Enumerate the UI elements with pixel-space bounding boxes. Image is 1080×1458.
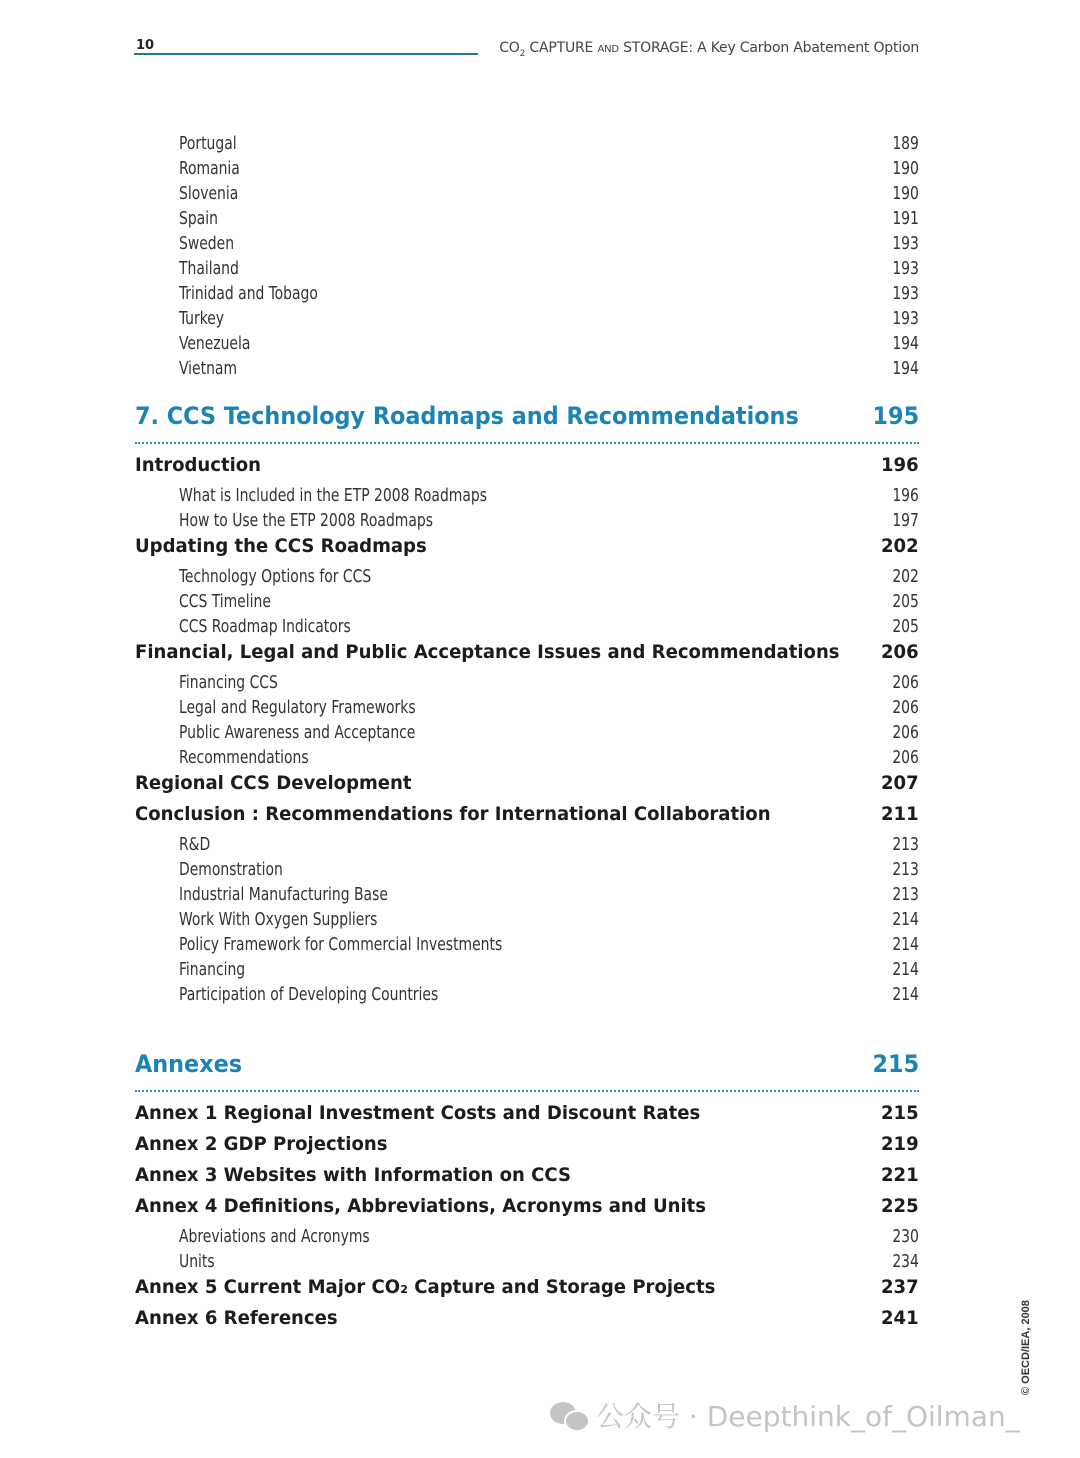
toc-section[interactable] (135, 454, 919, 485)
toc-entry-country[interactable] (135, 308, 919, 333)
running-title (499, 40, 919, 59)
toc-subsection-page: 206 (892, 722, 919, 743)
toc-section[interactable] (135, 1133, 919, 1164)
toc-subsection-page: 213 (892, 859, 919, 880)
toc-subsection-page: 230 (892, 1226, 919, 1247)
toc-entry-country-page: 190 (892, 158, 919, 179)
toc-subsection-page: 213 (892, 884, 919, 905)
toc-subsection-page: 214 (892, 984, 919, 1005)
toc-entry-country[interactable] (135, 258, 919, 283)
toc-subsection[interactable] (135, 859, 919, 884)
toc-entry-country-label: Thailand (179, 258, 239, 279)
toc-subsection-page: 205 (892, 616, 919, 637)
toc-subsection-label: Demonstration (179, 859, 283, 880)
dotted-divider (135, 1090, 919, 1092)
annexes-heading-page: 215 (872, 1050, 919, 1078)
toc-subsection-page: 214 (892, 909, 919, 930)
toc-entry-country[interactable] (135, 233, 919, 258)
toc-subsection-label: Legal and Regulatory Frameworks (179, 697, 416, 718)
toc-subsection-page: 206 (892, 672, 919, 693)
toc-subsection-page: 196 (892, 485, 919, 506)
toc-entry-country-label: Vietnam (179, 358, 238, 379)
toc-subsection[interactable] (135, 485, 919, 510)
toc-section-page: 207 (881, 772, 919, 794)
toc-subsection-label: Financing (179, 959, 246, 980)
toc-entry-country-label: Sweden (179, 233, 235, 254)
title-rest: STORAGE: A Key Carbon Abatement Option (618, 40, 919, 56)
toc-subsection-label: Financing CCS (179, 672, 278, 693)
toc-section-label: Annex 3 Websites with Information on CCS (135, 1164, 571, 1186)
title-subscript: 2 (519, 48, 526, 59)
dotted-divider (135, 442, 919, 444)
toc-subsection[interactable] (135, 984, 919, 1009)
toc-section[interactable] (135, 1164, 919, 1195)
toc-entry-country[interactable] (135, 133, 919, 158)
page-number: 10 (136, 38, 155, 53)
toc-subsection-label: CCS Timeline (179, 591, 271, 612)
toc-subsection-label: Units (179, 1251, 215, 1272)
toc-entry-country-page: 193 (892, 258, 919, 279)
annexes-heading-label: Annexes (135, 1050, 243, 1078)
toc-subsection-label: Work With Oxygen Suppliers (179, 909, 378, 930)
toc-entry-country-page: 193 (892, 233, 919, 254)
toc-country-list (135, 133, 919, 383)
title-co: CO (499, 40, 520, 56)
toc-section-label: Introduction (135, 454, 262, 476)
toc-section[interactable] (135, 535, 919, 566)
toc-subsection-label: CCS Roadmap Indicators (179, 616, 351, 637)
toc-subsection-page: 202 (892, 566, 919, 587)
toc-subsection[interactable] (135, 959, 919, 984)
chapter-7-heading-page: 195 (872, 402, 919, 430)
toc-subsection-label: How to Use the ETP 2008 Roadmaps (179, 510, 433, 531)
toc-section-page: 241 (881, 1307, 919, 1329)
toc-entry-country-label: Spain (179, 208, 218, 229)
toc-section[interactable] (135, 1276, 919, 1307)
toc-subsection-page: 206 (892, 697, 919, 718)
toc-entry-country-page: 194 (892, 358, 919, 379)
toc-section-label: Financial, Legal and Public Acceptance Issues and Recommendations (135, 641, 840, 663)
toc-entry-country-page: 194 (892, 333, 919, 354)
toc-subsection-label: Abreviations and Acronyms (179, 1226, 370, 1247)
toc-subsection-page: 213 (892, 834, 919, 855)
toc-entry-country-page: 189 (892, 133, 919, 154)
toc-section-label: Annex 2 GDP Projections (135, 1133, 388, 1155)
toc-section[interactable] (135, 803, 919, 834)
watermark (550, 1395, 1020, 1435)
toc-section[interactable] (135, 641, 919, 672)
toc-subsection[interactable] (135, 1251, 919, 1276)
toc-entry-country-label: Portugal (179, 133, 237, 154)
toc-entry-country-page: 190 (892, 183, 919, 204)
toc-entry-country-label: Slovenia (179, 183, 239, 204)
toc-section-page: 219 (881, 1133, 919, 1155)
chapter-7-heading[interactable] (135, 402, 919, 438)
toc-subsection[interactable] (135, 672, 919, 697)
toc-subsection[interactable] (135, 934, 919, 959)
title-capture: CAPTURE (525, 40, 598, 56)
toc-entry-country-label: Turkey (179, 308, 225, 329)
toc-subsection[interactable] (135, 697, 919, 722)
toc-subsection[interactable] (135, 909, 919, 934)
toc-section-label: Regional CCS Development (135, 772, 412, 794)
toc-subsection[interactable] (135, 747, 919, 772)
copyright-notice: © OECD/IEA, 2008 (1020, 1300, 1032, 1395)
toc-section-page: 202 (881, 535, 919, 557)
toc-subsection-label: Public Awareness and Acceptance (179, 722, 416, 743)
toc-section-label: Annex 6 References (135, 1307, 338, 1329)
toc-section-label: Updating the CCS Roadmaps (135, 535, 427, 557)
toc-subsection-label: Industrial Manufacturing Base (179, 884, 388, 905)
toc-entry-country[interactable] (135, 283, 919, 308)
toc-subsection[interactable] (135, 1226, 919, 1251)
toc-entry-country[interactable] (135, 208, 919, 233)
toc-section-label: Annex 5 Current Major CO₂ Capture and Storage Projects (135, 1276, 716, 1298)
toc-section-page: 196 (881, 454, 919, 476)
annexes-heading[interactable] (135, 1050, 919, 1086)
toc-subsection-page: 234 (892, 1251, 919, 1272)
toc-entry-country[interactable] (135, 358, 919, 383)
toc-subsection-label: Policy Framework for Commercial Investments (179, 934, 503, 955)
toc-section-page: 225 (881, 1195, 919, 1217)
toc-section-label: Annex 4 Definitions, Abbreviations, Acronyms and Units (135, 1195, 707, 1217)
toc-subsection[interactable] (135, 591, 919, 616)
toc-section-page: 206 (881, 641, 919, 663)
running-header (134, 36, 919, 60)
toc-subsection-label: Technology Options for CCS (179, 566, 372, 587)
toc-subsection[interactable] (135, 510, 919, 535)
toc-entry-country-page: 193 (892, 283, 919, 304)
toc-subsection-page: 206 (892, 747, 919, 768)
toc-entry-country[interactable] (135, 333, 919, 358)
chapter-7-heading-label: 7. CCS Technology Roadmaps and Recommendations (135, 402, 799, 430)
watermark-text: 公众号 · Deepthink_of_Oilman_ (596, 1400, 1020, 1433)
toc-entry-country[interactable] (135, 183, 919, 208)
toc-subsection-label: Recommendations (179, 747, 309, 768)
toc-section[interactable] (135, 1307, 919, 1338)
toc-section-page: 237 (881, 1276, 919, 1298)
toc-section-label: Conclusion : Recommendations for International Collaboration (135, 803, 771, 825)
toc-entry-country-page: 193 (892, 308, 919, 329)
toc-subsection[interactable] (135, 834, 919, 859)
toc-subsection-page: 205 (892, 591, 919, 612)
toc-subsection[interactable] (135, 566, 919, 591)
toc-section-page: 211 (881, 803, 919, 825)
toc-section[interactable] (135, 1195, 919, 1226)
toc-subsection-page: 214 (892, 934, 919, 955)
toc-section[interactable] (135, 772, 919, 803)
toc-subsection-page: 214 (892, 959, 919, 980)
toc-subsection-label: Participation of Developing Countries (179, 984, 439, 1005)
toc-annexes (135, 1050, 919, 1338)
toc-entry-country[interactable] (135, 158, 919, 183)
toc-subsection[interactable] (135, 616, 919, 641)
toc-entry-country-label: Romania (179, 158, 240, 179)
toc-section-page: 221 (881, 1164, 919, 1186)
toc-subsection-page: 197 (892, 510, 919, 531)
toc-entry-country-label: Trinidad and Tobago (179, 283, 318, 304)
toc-entry-country-label: Venezuela (179, 333, 251, 354)
toc-section-label: Annex 1 Regional Investment Costs and Discount Rates (135, 1102, 701, 1124)
toc-section[interactable] (135, 1102, 919, 1133)
toc-subsection[interactable] (135, 722, 919, 747)
toc-chapter-7 (135, 402, 919, 1009)
toc-subsection-label: R&D (179, 834, 211, 855)
toc-entry-country-page: 191 (892, 208, 919, 229)
title-and: AND (597, 44, 619, 55)
toc-subsection[interactable] (135, 884, 919, 909)
toc-subsection-label: What is Included in the ETP 2008 Roadmaps (179, 485, 487, 506)
toc-section-page: 215 (881, 1102, 919, 1124)
header-rule (134, 53, 478, 55)
wechat-icon (550, 1400, 588, 1430)
